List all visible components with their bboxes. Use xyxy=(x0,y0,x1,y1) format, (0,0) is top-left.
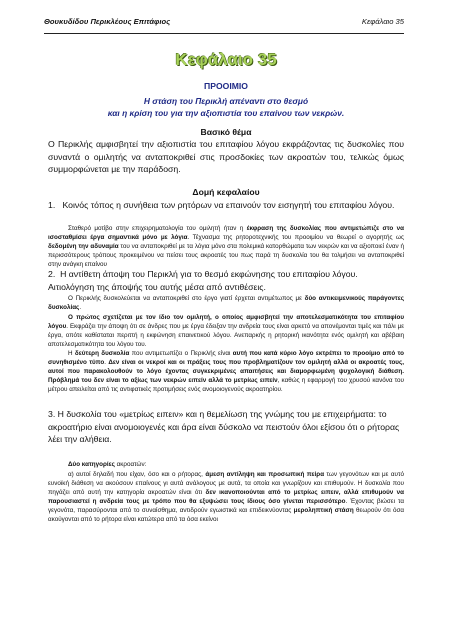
paragraph-5: Δύο κατηγορίες ακροατών: xyxy=(68,461,147,468)
structure-heading: Δομή κεφαλαίου xyxy=(192,187,260,197)
basic-theme-text: Ο Περικλής αμφισβητεί την αξιοπιστία του επιταφίου λόγου εκφράζοντας τις δυσκολίες που συναντά ο ομιλητής να ανταποκριθεί στις προσδοκίες των ακροατών του, τελικώς όμως συμμορφώνεται με την παράδοση. xyxy=(48,139,404,175)
subtitle-line-1: Η στάση του Περικλή απέναντι στο θεσμό xyxy=(143,96,309,106)
paragraph-2: Ο Περικλής δυσκολεύεται να ανταποκριθεί στο έργο γιατί έρχεται αντιμέτωπος με δύο αντικειμενικούς παράγοντες δυσκολίας. xyxy=(48,295,404,312)
header-chapter: Κεφάλαιο 35 xyxy=(361,17,404,26)
running-header xyxy=(44,17,404,34)
basic-theme-heading: Βασικό θέμα xyxy=(200,127,252,137)
prooimio-heading: ΠΡΟΟΙΜΙΟ xyxy=(204,81,248,91)
structure-item-3: 3. Η δυσκολία του «μετρίως ειπειν» και η θεμελίωση της γνώμης του με επιχειρήματα: το ακροατήριο είναι ανομοιογενές και άρα είναι δύσκολο να πειστούν όλοι εξίσου ότι ο ρήτορας λέει την αλήθεια. xyxy=(48,409,400,445)
structure-item-1: 1. Κοινός τόπος η συνήθεια των ρητόρων να επαινούν τον εισηγητή του επιταφίου λόγου. xyxy=(48,200,395,210)
subtitle-line-2: και η κρίση του για την αξιοπιστία του επαίνου των νεκρών. xyxy=(107,108,345,118)
paragraph-4: Η δεύτερη δυσκολία που αντιμετωπίζει ο Περικλής είναι αυτή που κατά κύριο λόγο εκτρέπει το προοίμιο από το συνηθισμένο τύπο. Δεν είναι οι νεκροί και οι πράξεις τους που προβληματίζουν τον ομιλητή αλλά οι ακροατές τους, αυτοί που παρακολουθούν το λόγο έχοντας συγκεκριμένες απαιτήσεις και διαμορφωμένη ψυχολογική διάθεση. Πρόβλημά του δεν είναι το αξίως των νεκρών ειπείν αλλά το μετρίως ειπείν, καθώς η εφαρμογή του χρυσού κανόνα του μέτρου απειλείται από τις αντιφατικές προτιμήσεις ενός ανομοιογενούς ακροατηρίου. xyxy=(48,350,405,394)
paragraph-1: Σταθερό μοτίβο στην επιχειρηματολογία του ομιλητή ήταν η έκφραση της δυσκολίας που αντιμετώπιζε στο να ισοσταθμίσει έργα σημαντικά μόνο με λόγια. Τέχνασμα της ρητοροτεχνικής του προοιμίου να θεωρεί ο αγορητής ως δεδομένη την αδυναμία του να ανταποκριθεί με τα λόγια μόνο στα πολεμικά κατορθώματα των νεκρών και να αξιοποιεί έναν ή περισσότερους τρόπους προκειμένου να πείσει τους ακροατές του πως παρά τη δυσκολία του θα τολμήσει να ανταποκριθεί στην ανάγκη επαίνου xyxy=(48,225,405,269)
paragraph-6: α) αυτοί δηλαδή που είχαν, όσο και ο ρήτορας, άμεση αντίληψη και προσωπική πείρα των γεγονότων και με αυτό ευνοϊκή διάθεση να ακούσουν επαίνους γι αυτά ανάλογους με αυτά, τα οποία και γνωρίζουν και επιθυμούν. Η δυσκολία που πηγάζει από αυτή την κατηγορία ακροατών είναι ότι δεν ικανοποιούνται από το μετρίως ειπειν, αλλά επιθυμούν να παρουσιαστεί η ανδρεία τους με τρόπο που θα εξυψώσει τους ίδιους όσο γίνεται περισσότερο. Έχοντας βιώσει τα γεγονότα, παρασύρονται από το συναίσθημα, αντιδρούν εγωιστικά και επιδεικνύοντας μεροληπτική στάση θεωρούν ότι όσα ακούγονται από το ρήτορα είναι κατώτερα από τα όσα εκείνοι xyxy=(48,471,405,524)
structure-item-2: 2. Η αντίθετη άποψη του Περικλή για το θεσμό εκφώνησης του επιταφίου λόγου. Αιτιολόγηση της άποψής του αυτής μέσα από αντιθέσεις. xyxy=(48,269,358,292)
chapter-title: Κεφάλαιο 35 xyxy=(175,50,277,69)
header-title: Θουκυδίδου Περικλέους Επιτάφιος xyxy=(44,17,171,26)
paragraph-3: Ο πρώτος σχετίζεται με τον ίδιο τον ομιλητή, ο οποίος αμφισβητεί την αποτελεσματικότητα του επιταφίου λόγου. Εκφράζει την άποψη ότι σε άνδρες που με έργα έδειξαν την ανδρεία τους είναι αρκετό να απονέμονται τιμές και πάλι με έργα, οπότε καθίσταται περιττή η εκφώνηση επαινετικού λόγου. Ανεπαρκής η ρητορική ικανότητα ενός ομιλητή και αβέβαιη αποτελεσματικότητα του λόγου του. xyxy=(48,314,404,349)
